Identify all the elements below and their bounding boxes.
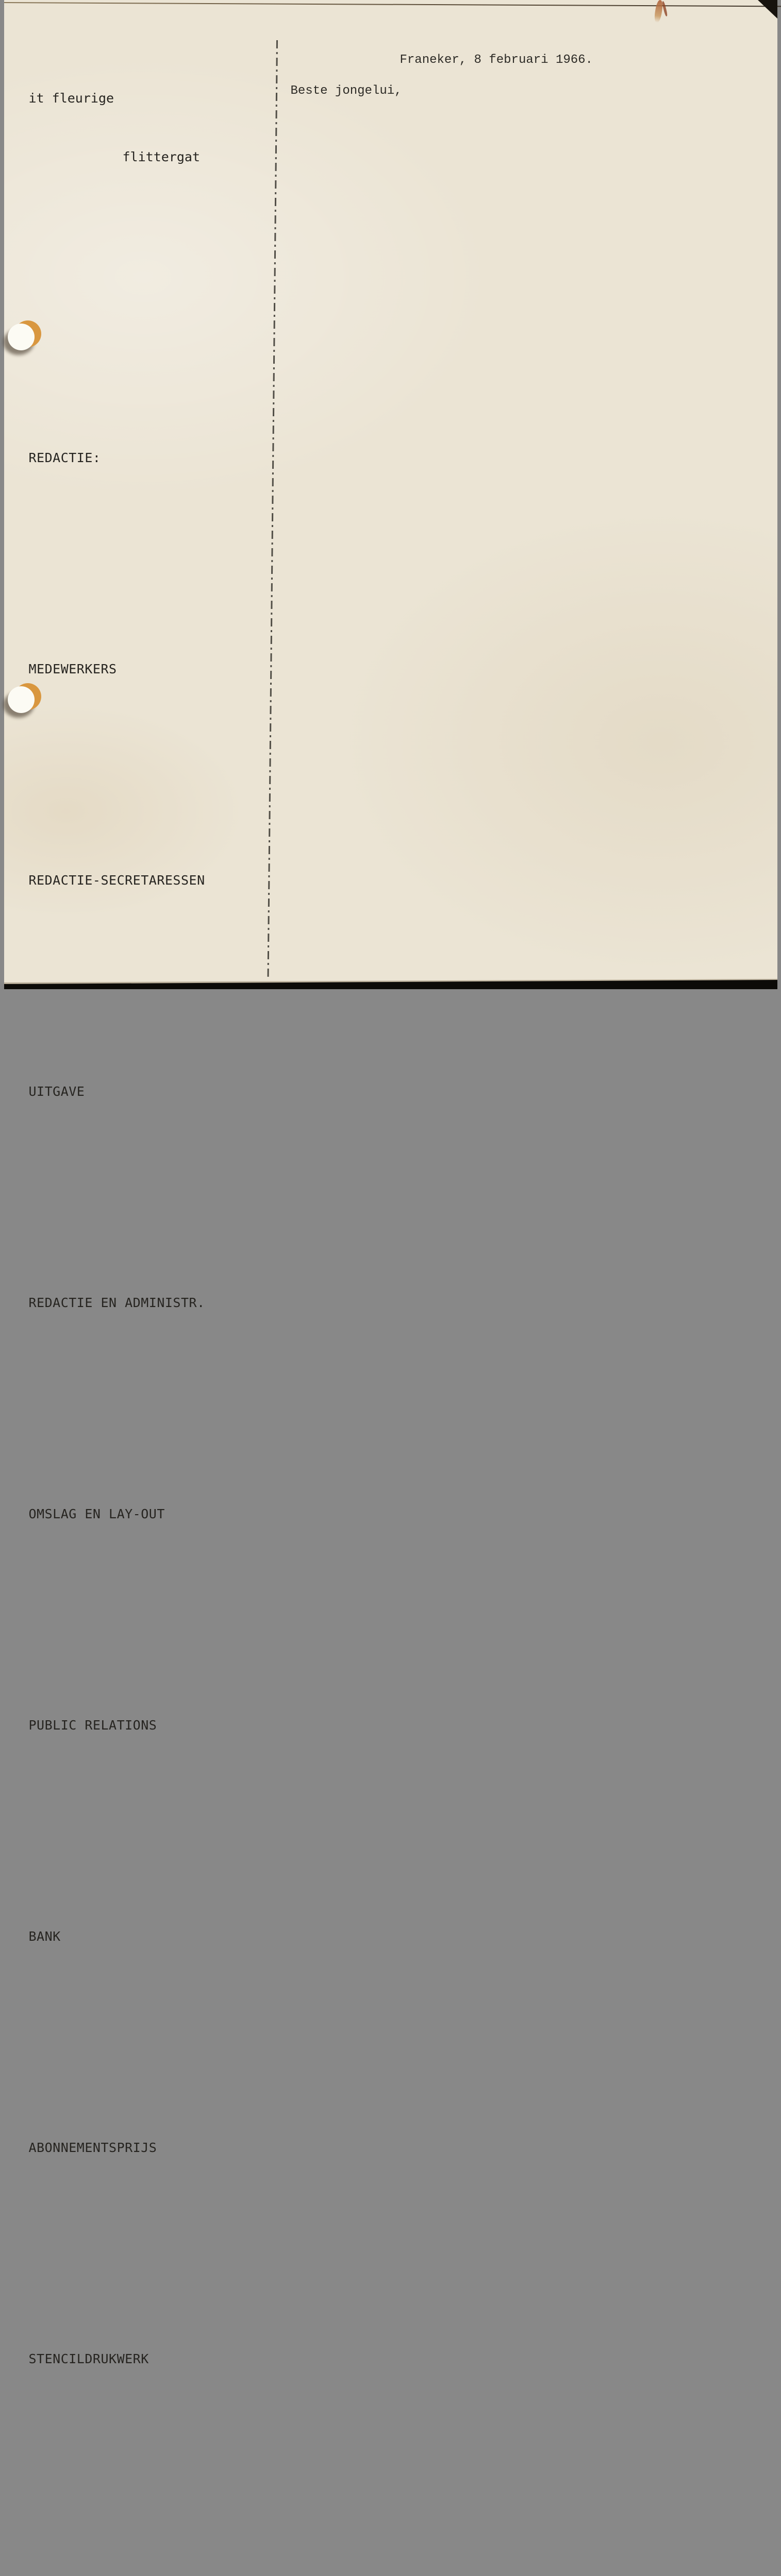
issue-info [29, 226, 266, 284]
masthead-section [29, 2310, 266, 2514]
masthead-section-heading: OMSLAG EN LAY-OUT [28, 1506, 165, 1521]
masthead-section [29, 409, 266, 613]
masthead-section-items [29, 726, 266, 785]
scanned-newsletter-page [4, 0, 777, 2366]
masthead-section [29, 832, 266, 1036]
newsletter-title-line2: flittergat [122, 149, 201, 164]
masthead-section-heading: REDACTIE: [28, 450, 101, 465]
masthead-section-heading: REDACTIE-SECRETARESSEN [28, 873, 205, 888]
masthead-section-items [29, 1149, 266, 1208]
masthead-section-items [29, 1360, 266, 1419]
masthead-section [29, 2099, 266, 2303]
masthead-section-heading: PUBLIC RELATIONS [28, 1718, 157, 1733]
masthead-section-heading: REDACTIE EN ADMINISTR. [28, 1295, 205, 1310]
masthead-section [29, 620, 266, 824]
letter-salutation: Beste jongelui, [290, 83, 402, 98]
masthead-section-items [29, 1571, 266, 1630]
masthead-section-items [29, 1994, 266, 2053]
masthead-column [29, 49, 266, 2576]
column-divider-dashed-line [267, 40, 277, 977]
masthead-section-items [29, 2416, 266, 2475]
masthead-section [29, 1043, 266, 1247]
masthead-section-heading: BANK [28, 1929, 61, 1944]
scan-bottom-edge [4, 979, 777, 989]
masthead-section-heading: STENCILDRUKWERK [28, 2351, 149, 2366]
masthead-section [29, 1254, 266, 1458]
masthead-section [29, 1676, 266, 1880]
masthead-section-items [29, 515, 266, 574]
masthead-section [29, 1888, 266, 2092]
masthead-section-heading: UITGAVE [28, 1084, 85, 1099]
masthead-section-heading: ABONNEMENTSPRIJS [28, 2140, 157, 2155]
scan-top-right-corner-shadow [758, 0, 777, 19]
masthead-sections [29, 343, 266, 2514]
masthead-section-items [29, 2205, 266, 2264]
masthead-section-heading: MEDEWERKERS [28, 662, 117, 676]
masthead-section [29, 1465, 266, 1669]
masthead-section-items [29, 1783, 266, 1841]
letter-dateline: Franeker, 8 februari 1966. [400, 53, 593, 67]
newsletter-title-line1: it fleurige [28, 91, 114, 106]
letter-column [291, 50, 755, 112]
